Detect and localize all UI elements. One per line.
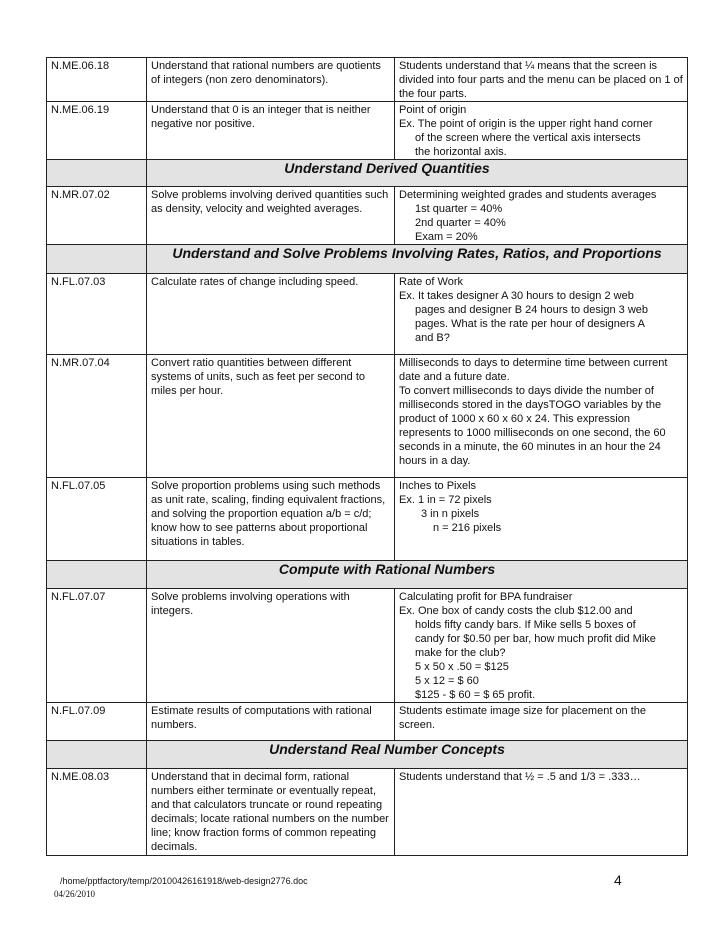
standard-code: N.FL.07.05: [47, 478, 147, 561]
table-row: [47, 102, 688, 160]
table-row: [47, 187, 688, 245]
standard-description: Solve problems involving operations with integers.: [147, 589, 395, 703]
section-heading-row: [47, 561, 688, 589]
table-row: [47, 589, 688, 703]
standards-table: [46, 57, 688, 856]
example-line: Determining weighted grades and students averages: [399, 189, 657, 201]
example-line: Milliseconds to days to determine time between current date and a future date.: [399, 357, 668, 383]
section-heading: Understand and Solve Problems Involving Rates, Ratios, and Proportions: [147, 245, 688, 274]
standard-example: [395, 102, 688, 160]
standard-code: N.ME.06.18: [47, 58, 147, 102]
example-line: 3 in n pixels: [421, 508, 480, 520]
standard-description: Understand that in decimal form, rational numbers either terminate or eventually repeat, and that calculators truncate or round repeating decimals; locate rational numbers on the number line; know fraction forms of common repeating decimals.: [147, 769, 395, 856]
example-line: 5 x 12 = $ 60: [415, 675, 479, 687]
table-row: [47, 703, 688, 741]
example-line: To convert milliseconds to days divide the number of milliseconds stored in the daysTOGO variables by the product of 1000 x 60 x 60 x 24. This expression represents to 1000 milliseconds on one second, the 60 seconds in a minute, the 60 minutes in an hour the 24 hours in a day.: [399, 385, 666, 467]
standard-description: Convert ratio quantities between different systems of units, such as feet per second to miles per hour.: [147, 355, 395, 478]
example-line: Ex. One box of candy costs the club $12.00 and: [399, 605, 633, 617]
standard-example: [395, 478, 688, 561]
section-heading-row: [47, 741, 688, 769]
standard-code: N.MR.07.04: [47, 355, 147, 478]
example-line: Point of origin: [399, 104, 467, 116]
standard-example: Students understand that ½ = .5 and 1/3 = .333…: [395, 769, 688, 856]
example-line: n = 216 pixels: [433, 522, 502, 534]
table-row: [47, 769, 688, 856]
standard-description: Understand that rational numbers are quotients of integers (non zero denominators).: [147, 58, 395, 102]
standard-example: Students estimate image size for placement on the screen.: [395, 703, 688, 741]
standard-code: N.FL.07.07: [47, 589, 147, 703]
table-row: [47, 274, 688, 355]
section-heading-row: [47, 160, 688, 187]
page-number: 4: [614, 872, 622, 888]
example-line: make for the club?: [415, 647, 506, 659]
standard-example: [395, 589, 688, 703]
example-line: $125 - $ 60 = $ 65 profit.: [415, 689, 536, 701]
standard-code: N.FL.07.09: [47, 703, 147, 741]
table-row: [47, 355, 688, 478]
standard-code: N.FL.07.03: [47, 274, 147, 355]
example-line: 2nd quarter = 40%: [415, 217, 506, 229]
standard-example: [395, 355, 688, 478]
section-heading-row: [47, 245, 688, 274]
standard-description: Solve proportion problems using such methods as unit rate, scaling, finding equivalent fractions, and solving the proportion equation a/b = c/d; know how to see patterns about proportional situations in tables.: [147, 478, 395, 561]
example-line: Ex. 1 in = 72 pixels: [399, 494, 492, 506]
standard-description: Estimate results of computations with rational numbers.: [147, 703, 395, 741]
table-row: [47, 478, 688, 561]
footer-date: 04/26/2010: [54, 889, 96, 899]
example-line: pages and designer B 24 hours to design 3 web: [415, 304, 648, 316]
section-heading: Understand Real Number Concepts: [147, 741, 688, 769]
standard-description: Understand that 0 is an integer that is neither negative nor positive.: [147, 102, 395, 160]
standard-description: Solve problems involving derived quantities such as density, velocity and weighted averages.: [147, 187, 395, 245]
footer-file-path: /home/pptfactory/temp/20100426161918/web-design2776.doc: [60, 876, 308, 886]
example-line: the horizontal axis.: [415, 146, 507, 158]
example-line: Rate of Work: [399, 276, 463, 288]
standard-code: N.MR.07.02: [47, 187, 147, 245]
section-heading: Compute with Rational Numbers: [147, 561, 688, 589]
standard-example: Students understand that ¼ means that the screen is divided into four parts and the menu can be placed on 1 of the four parts.: [395, 58, 688, 102]
standard-code: N.ME.08.03: [47, 769, 147, 856]
standard-example: [395, 274, 688, 355]
standard-description: Calculate rates of change including speed.: [147, 274, 395, 355]
table-row: [47, 58, 688, 102]
example-line: holds fifty candy bars. If Mike sells 5 boxes of: [415, 619, 636, 631]
example-line: Ex. It takes designer A 30 hours to design 2 web: [399, 290, 634, 302]
example-line: 1st quarter = 40%: [415, 203, 503, 215]
example-line: Exam = 20%: [415, 231, 478, 243]
example-line: candy for $0.50 per bar, how much profit did Mike: [415, 633, 656, 645]
example-line: and B?: [415, 332, 450, 344]
standard-example: [395, 187, 688, 245]
example-line: Inches to Pixels: [399, 480, 477, 492]
example-line: Ex. The point of origin is the upper right hand corner: [399, 118, 653, 130]
standard-code: N.ME.06.19: [47, 102, 147, 160]
example-line: 5 x 50 x .50 = $125: [415, 661, 509, 673]
example-line: Calculating profit for BPA fundraiser: [399, 591, 573, 603]
section-heading: Understand Derived Quantities: [147, 160, 688, 187]
example-line: of the screen where the vertical axis intersects: [415, 132, 641, 144]
example-line: pages. What is the rate per hour of designers A: [415, 318, 645, 330]
